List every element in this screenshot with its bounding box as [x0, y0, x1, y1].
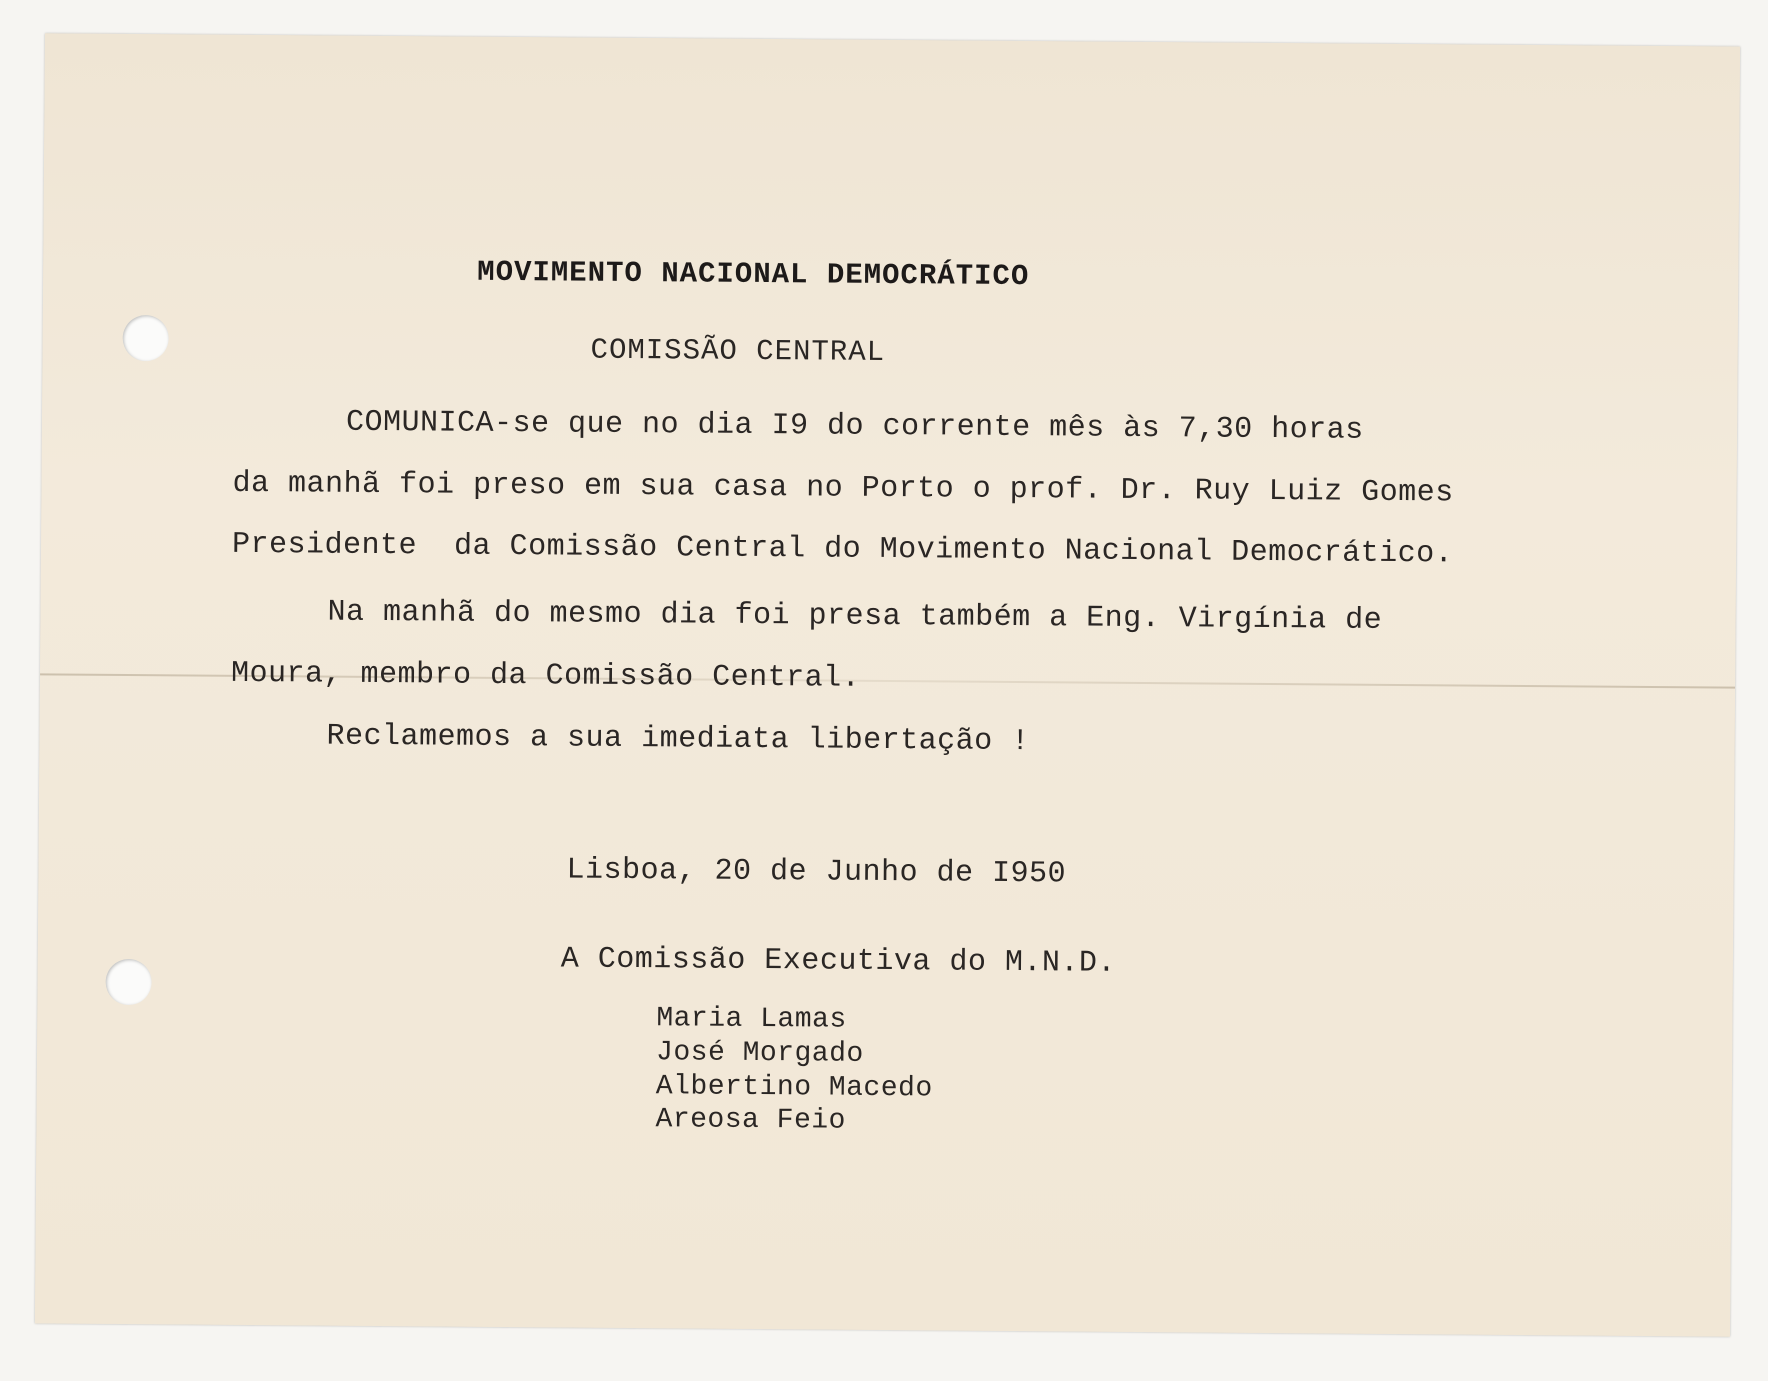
committee-heading: COMISSÃO CENTRAL	[590, 333, 886, 369]
signatory-name: Maria Lamas	[656, 1003, 847, 1036]
body-line-3: Presidente da Comissão Central do Movimento Nacional Democrático.	[231, 527, 1454, 572]
signatory-body: A Comissão Executiva do M.N.D.	[560, 942, 1117, 981]
place-and-date: Lisboa, 20 de Junho de I950	[566, 853, 1067, 892]
signatory-name: José Morgado	[655, 1037, 864, 1070]
signatory-name: Albertino Macedo	[655, 1071, 933, 1105]
typed-document-sheet	[35, 33, 1740, 1336]
punch-hole-bottom	[105, 959, 151, 1005]
organization-heading: MOVIMENTO NACIONAL DEMOCRÁTICO	[477, 255, 1030, 294]
punch-hole-top	[123, 315, 169, 361]
body-line-4: Na manhã do mesmo dia foi presa também a Eng. Virgínia de	[327, 595, 1383, 638]
body-line-2: da manhã foi preso em sua casa no Porto o prof. Dr. Ruy Luiz Gomes	[232, 466, 1454, 511]
signatory-name: Areosa Feio	[655, 1104, 847, 1137]
body-line-1: COMUNICA-se que no dia I9 do corrente mês às 7,30 horas	[345, 405, 1364, 448]
body-line-5: Moura, membro da Comissão Central.	[230, 656, 861, 696]
body-line-6: Reclamemos a sua imediata libertação !	[326, 719, 1030, 760]
